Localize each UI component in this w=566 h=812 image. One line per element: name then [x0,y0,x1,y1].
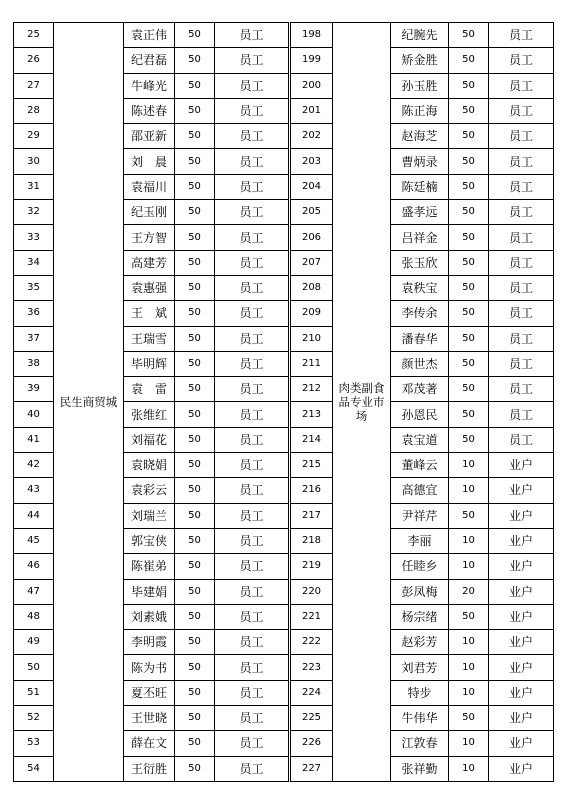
amount-cell: 50 [175,453,215,478]
person-name-cell: 张维红 [124,402,175,427]
amount-cell: 50 [449,503,489,528]
amount-cell: 50 [449,200,489,225]
row-number-cell: 217 [291,503,333,528]
row-number-cell: 202 [291,124,333,149]
table-row [291,275,554,300]
role-cell: 员工 [489,301,554,326]
row-number-cell: 46 [14,554,54,579]
row-number-cell: 209 [291,301,333,326]
role-cell: 员工 [215,655,289,680]
amount-cell: 10 [449,655,489,680]
role-cell: 员工 [489,351,554,376]
table-row [291,554,554,579]
person-name-cell: 袁秩宝 [391,275,449,300]
row-number-cell: 227 [291,756,333,781]
role-cell: 员工 [215,98,289,123]
table-row [291,98,554,123]
person-name-cell: 任睦乡 [391,554,449,579]
person-name-cell: 陈述春 [124,98,175,123]
role-cell: 员工 [215,579,289,604]
person-name-cell: 吕祥金 [391,225,449,250]
person-name-cell: 董峰云 [391,453,449,478]
table-row [291,23,554,48]
person-name-cell: 袁正伟 [124,23,175,48]
person-name-cell: 纪腕先 [391,23,449,48]
role-cell: 业户 [489,528,554,553]
amount-cell: 50 [175,554,215,579]
table-row [291,731,554,756]
role-cell: 业户 [489,630,554,655]
right-table-body [291,23,554,782]
row-number-cell: 27 [14,73,54,98]
person-name-cell: 袁 雷 [124,377,175,402]
amount-cell: 10 [449,528,489,553]
table-row [291,503,554,528]
role-cell: 员工 [215,731,289,756]
amount-cell: 50 [175,731,215,756]
row-number-cell: 206 [291,225,333,250]
role-cell: 员工 [215,250,289,275]
role-cell: 员工 [215,377,289,402]
table-row [291,427,554,452]
amount-cell: 50 [175,225,215,250]
amount-cell: 50 [449,98,489,123]
row-number-cell: 208 [291,275,333,300]
table-row [291,402,554,427]
person-name-cell: 刘瑞兰 [124,503,175,528]
table-row [291,528,554,553]
role-cell: 业户 [489,655,554,680]
person-name-cell: 张祥勤 [391,756,449,781]
role-cell: 员工 [215,23,289,48]
role-cell: 员工 [489,98,554,123]
person-name-cell: 颜世杰 [391,351,449,376]
role-cell: 员工 [489,275,554,300]
person-name-cell: 王世晓 [124,706,175,731]
person-name-cell: 刘 晨 [124,149,175,174]
role-cell: 员工 [215,680,289,705]
person-name-cell: 李明霞 [124,630,175,655]
role-cell: 员工 [215,301,289,326]
row-number-cell: 220 [291,579,333,604]
row-number-cell: 200 [291,73,333,98]
amount-cell: 50 [449,149,489,174]
role-cell: 业户 [489,579,554,604]
amount-cell: 50 [175,478,215,503]
amount-cell: 50 [175,377,215,402]
amount-cell: 50 [175,200,215,225]
table-row [291,200,554,225]
amount-cell: 50 [175,427,215,452]
row-number-cell: 32 [14,200,54,225]
amount-cell: 50 [449,174,489,199]
table-row [291,377,554,402]
row-number-cell: 45 [14,528,54,553]
amount-cell: 50 [175,48,215,73]
person-name-cell: 牛伟华 [391,706,449,731]
row-number-cell: 41 [14,427,54,452]
row-number-cell: 199 [291,48,333,73]
person-name-cell: 袁宝道 [391,427,449,452]
amount-cell: 50 [449,402,489,427]
person-name-cell: 牛峰光 [124,73,175,98]
row-number-cell: 35 [14,275,54,300]
amount-cell: 50 [175,149,215,174]
row-number-cell: 213 [291,402,333,427]
role-cell: 员工 [215,402,289,427]
role-cell: 员工 [489,73,554,98]
role-cell: 员工 [215,48,289,73]
amount-cell: 50 [175,630,215,655]
person-name-cell: 李传余 [391,301,449,326]
person-name-cell: 孙恩民 [391,402,449,427]
amount-cell: 50 [175,503,215,528]
person-name-cell: 邓茂著 [391,377,449,402]
role-cell: 员工 [215,528,289,553]
amount-cell: 50 [175,655,215,680]
role-cell: 员工 [215,326,289,351]
role-cell: 员工 [489,427,554,452]
role-cell: 员工 [215,706,289,731]
person-name-cell: 袁福川 [124,174,175,199]
amount-cell: 50 [175,124,215,149]
amount-cell: 20 [449,579,489,604]
role-cell: 业户 [489,453,554,478]
person-name-cell: 纪君磊 [124,48,175,73]
amount-cell: 10 [449,554,489,579]
table-row [291,149,554,174]
row-number-cell: 40 [14,402,54,427]
row-number-cell: 52 [14,706,54,731]
amount-cell: 50 [175,98,215,123]
row-number-cell: 28 [14,98,54,123]
person-name-cell: 矫金胜 [391,48,449,73]
row-number-cell: 38 [14,351,54,376]
role-cell: 业户 [489,503,554,528]
row-number-cell: 210 [291,326,333,351]
table-row [291,478,554,503]
person-name-cell: 袁彩云 [124,478,175,503]
role-cell: 员工 [215,503,289,528]
person-name-cell: 刘素娥 [124,604,175,629]
person-name-cell: 江敦春 [391,731,449,756]
amount-cell: 50 [449,275,489,300]
role-cell: 员工 [215,604,289,629]
table-row [291,655,554,680]
table-row [291,73,554,98]
row-number-cell: 31 [14,174,54,199]
table-row [14,23,289,48]
role-cell: 员工 [489,402,554,427]
role-cell: 员工 [215,124,289,149]
person-name-cell: 毕明辉 [124,351,175,376]
role-cell: 员工 [489,48,554,73]
row-number-cell: 25 [14,23,54,48]
person-name-cell: 刘福花 [124,427,175,452]
row-number-cell: 219 [291,554,333,579]
amount-cell: 10 [449,630,489,655]
amount-cell: 50 [449,706,489,731]
row-number-cell: 36 [14,301,54,326]
role-cell: 员工 [489,225,554,250]
row-number-cell: 226 [291,731,333,756]
table-row [291,48,554,73]
amount-cell: 50 [175,528,215,553]
row-number-cell: 211 [291,351,333,376]
person-name-cell: 陈正海 [391,98,449,123]
amount-cell: 50 [175,23,215,48]
amount-cell: 50 [449,23,489,48]
amount-cell: 50 [449,351,489,376]
row-number-cell: 50 [14,655,54,680]
row-number-cell: 39 [14,377,54,402]
role-cell: 员工 [215,427,289,452]
table-row [291,326,554,351]
person-name-cell: 杨宗绪 [391,604,449,629]
row-number-cell: 215 [291,453,333,478]
row-number-cell: 33 [14,225,54,250]
row-number-cell: 205 [291,200,333,225]
market-name-cell: 肉类副食品专业市场 [333,23,391,782]
role-cell: 员工 [489,377,554,402]
row-number-cell: 44 [14,503,54,528]
amount-cell: 50 [175,275,215,300]
role-cell: 员工 [489,23,554,48]
table-row [291,225,554,250]
person-name-cell: 陈为书 [124,655,175,680]
row-number-cell: 216 [291,478,333,503]
person-name-cell: 毕建娟 [124,579,175,604]
person-name-cell: 赵彩芳 [391,630,449,655]
amount-cell: 50 [175,73,215,98]
row-number-cell: 54 [14,756,54,781]
amount-cell: 50 [449,225,489,250]
amount-cell: 50 [449,604,489,629]
amount-cell: 50 [175,250,215,275]
row-number-cell: 48 [14,604,54,629]
left-table-container [13,22,289,782]
person-name-cell: 袁晓娟 [124,453,175,478]
row-number-cell: 218 [291,528,333,553]
amount-cell: 50 [449,124,489,149]
row-number-cell: 214 [291,427,333,452]
person-name-cell: 王方智 [124,225,175,250]
role-cell: 员工 [489,174,554,199]
amount-cell: 10 [449,478,489,503]
person-name-cell: 高德宜 [391,478,449,503]
amount-cell: 50 [175,351,215,376]
person-name-cell: 邵亚新 [124,124,175,149]
row-number-cell: 30 [14,149,54,174]
row-number-cell: 49 [14,630,54,655]
right-table-container [290,22,554,782]
amount-cell: 50 [175,604,215,629]
role-cell: 员工 [215,73,289,98]
amount-cell: 10 [449,680,489,705]
amount-cell: 50 [175,301,215,326]
person-name-cell: 袁惠强 [124,275,175,300]
role-cell: 员工 [215,275,289,300]
amount-cell: 50 [175,174,215,199]
role-cell: 员工 [215,630,289,655]
person-name-cell: 尹祥芹 [391,503,449,528]
role-cell: 员工 [215,174,289,199]
table-row [291,174,554,199]
role-cell: 员工 [215,756,289,781]
role-cell: 员工 [489,326,554,351]
row-number-cell: 204 [291,174,333,199]
row-number-cell: 198 [291,23,333,48]
table-row [291,706,554,731]
role-cell: 员工 [489,149,554,174]
role-cell: 业户 [489,680,554,705]
row-number-cell: 221 [291,604,333,629]
role-cell: 业户 [489,478,554,503]
role-cell: 业户 [489,554,554,579]
row-number-cell: 37 [14,326,54,351]
table-row [291,630,554,655]
person-name-cell: 高建芳 [124,250,175,275]
role-cell: 员工 [215,225,289,250]
right-donation-table [290,22,554,782]
amount-cell: 10 [449,731,489,756]
role-cell: 业户 [489,604,554,629]
row-number-cell: 223 [291,655,333,680]
table-row [291,756,554,781]
role-cell: 员工 [215,478,289,503]
person-name-cell: 陈廷楠 [391,174,449,199]
row-number-cell: 203 [291,149,333,174]
amount-cell: 50 [449,250,489,275]
amount-cell: 50 [449,48,489,73]
person-name-cell: 刘君芳 [391,655,449,680]
table-row [291,604,554,629]
person-name-cell: 纪玉刚 [124,200,175,225]
role-cell: 业户 [489,731,554,756]
row-number-cell: 29 [14,124,54,149]
role-cell: 员工 [489,200,554,225]
person-name-cell: 郭宝侠 [124,528,175,553]
row-number-cell: 47 [14,579,54,604]
amount-cell: 50 [449,326,489,351]
person-name-cell: 盛孝远 [391,200,449,225]
person-name-cell: 陈崔弟 [124,554,175,579]
amount-cell: 50 [175,706,215,731]
row-number-cell: 43 [14,478,54,503]
row-number-cell: 26 [14,48,54,73]
person-name-cell: 王瑞雪 [124,326,175,351]
table-row [291,579,554,604]
row-number-cell: 224 [291,680,333,705]
row-number-cell: 42 [14,453,54,478]
left-table-body [14,23,289,782]
amount-cell: 50 [175,680,215,705]
person-name-cell: 张玉欣 [391,250,449,275]
person-name-cell: 赵海芝 [391,124,449,149]
row-number-cell: 212 [291,377,333,402]
row-number-cell: 222 [291,630,333,655]
table-row [291,351,554,376]
person-name-cell: 特步 [391,680,449,705]
row-number-cell: 225 [291,706,333,731]
person-name-cell: 潘春华 [391,326,449,351]
row-number-cell: 201 [291,98,333,123]
role-cell: 员工 [489,250,554,275]
amount-cell: 50 [449,73,489,98]
amount-cell: 50 [175,579,215,604]
table-row [291,250,554,275]
left-donation-table [13,22,289,782]
person-name-cell: 彭凤梅 [391,579,449,604]
amount-cell: 50 [449,427,489,452]
person-name-cell: 李丽 [391,528,449,553]
table-row [291,453,554,478]
amount-cell: 50 [449,301,489,326]
amount-cell: 10 [449,756,489,781]
person-name-cell: 孙玉胜 [391,73,449,98]
role-cell: 业户 [489,756,554,781]
person-name-cell: 薛在文 [124,731,175,756]
amount-cell: 50 [175,326,215,351]
market-name-cell: 民生商贸城 [54,23,124,782]
role-cell: 员工 [215,351,289,376]
role-cell: 员工 [215,554,289,579]
person-name-cell: 王衍胜 [124,756,175,781]
row-number-cell: 51 [14,680,54,705]
amount-cell: 50 [175,402,215,427]
row-number-cell: 53 [14,731,54,756]
amount-cell: 50 [449,377,489,402]
row-number-cell: 34 [14,250,54,275]
amount-cell: 10 [449,453,489,478]
table-row [291,301,554,326]
amount-cell: 50 [175,756,215,781]
role-cell: 员工 [215,453,289,478]
row-number-cell: 207 [291,250,333,275]
person-name-cell: 夏丕旺 [124,680,175,705]
role-cell: 员工 [215,200,289,225]
person-name-cell: 王 斌 [124,301,175,326]
role-cell: 业户 [489,706,554,731]
person-name-cell: 曹炳录 [391,149,449,174]
table-row [291,124,554,149]
role-cell: 员工 [489,124,554,149]
table-row [291,680,554,705]
role-cell: 员工 [215,149,289,174]
